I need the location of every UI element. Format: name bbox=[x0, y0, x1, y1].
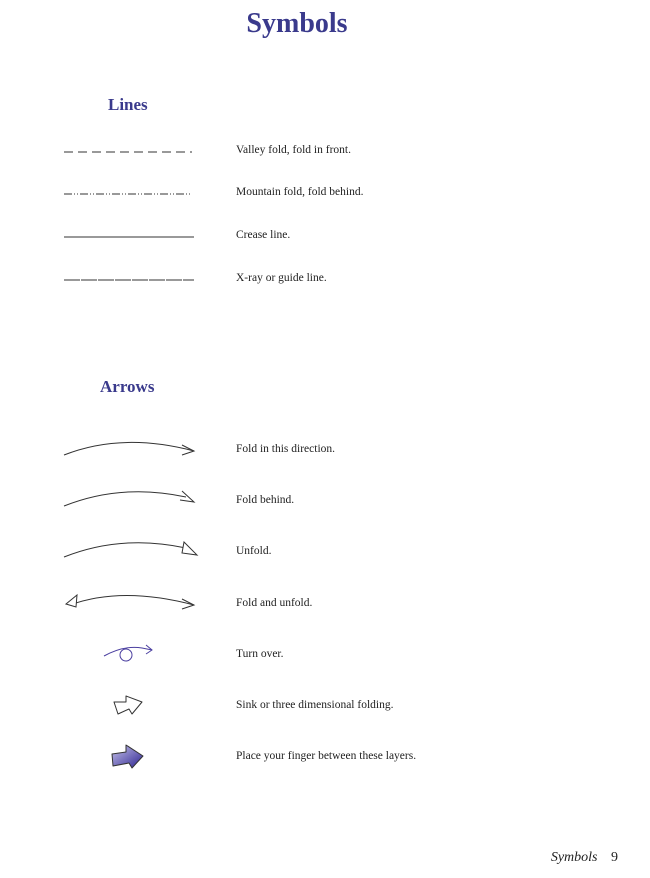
arrow-symbol-label: Turn over. bbox=[236, 648, 284, 660]
footer-title: Symbols bbox=[550, 850, 598, 865]
lines-heading: Lines bbox=[108, 95, 148, 114]
valley-fold-line-icon bbox=[64, 140, 204, 160]
arrows-heading: Arrows bbox=[100, 377, 155, 396]
arrow-symbol-label: Fold behind. bbox=[236, 494, 295, 506]
arrow-symbol-label: Sink or three dimensional folding. bbox=[236, 699, 394, 711]
line-symbol-label: Mountain fold, fold behind. bbox=[236, 186, 364, 198]
arrow-symbol-label: Place your finger between these layers. bbox=[236, 750, 417, 762]
arrow-symbol-label: Fold and unfold. bbox=[236, 597, 313, 609]
line-symbol-label: Crease line. bbox=[236, 229, 291, 241]
finger-arrow-icon bbox=[110, 742, 150, 774]
line-symbol-label: X-ray or guide line. bbox=[236, 272, 327, 284]
fold-and-unfold-arrow-icon bbox=[62, 590, 212, 614]
page-number: 9 bbox=[611, 850, 618, 865]
arrow-symbol-label: Fold in this direction. bbox=[236, 443, 336, 455]
mountain-fold-line-icon bbox=[64, 182, 204, 202]
page-title: Symbols bbox=[246, 8, 348, 39]
xray-guide-line-icon bbox=[64, 268, 204, 288]
turn-over-arrow-icon bbox=[102, 641, 162, 665]
fold-behind-arrow-icon bbox=[62, 487, 212, 511]
unfold-arrow-icon bbox=[62, 538, 212, 562]
page-footer bbox=[551, 850, 618, 866]
line-symbol-label: Valley fold, fold in front. bbox=[236, 144, 351, 156]
fold-direction-arrow-icon bbox=[62, 436, 212, 460]
arrow-symbol-label: Unfold. bbox=[236, 545, 272, 557]
sink-arrow-icon bbox=[110, 690, 150, 722]
crease-line-icon bbox=[64, 225, 204, 245]
